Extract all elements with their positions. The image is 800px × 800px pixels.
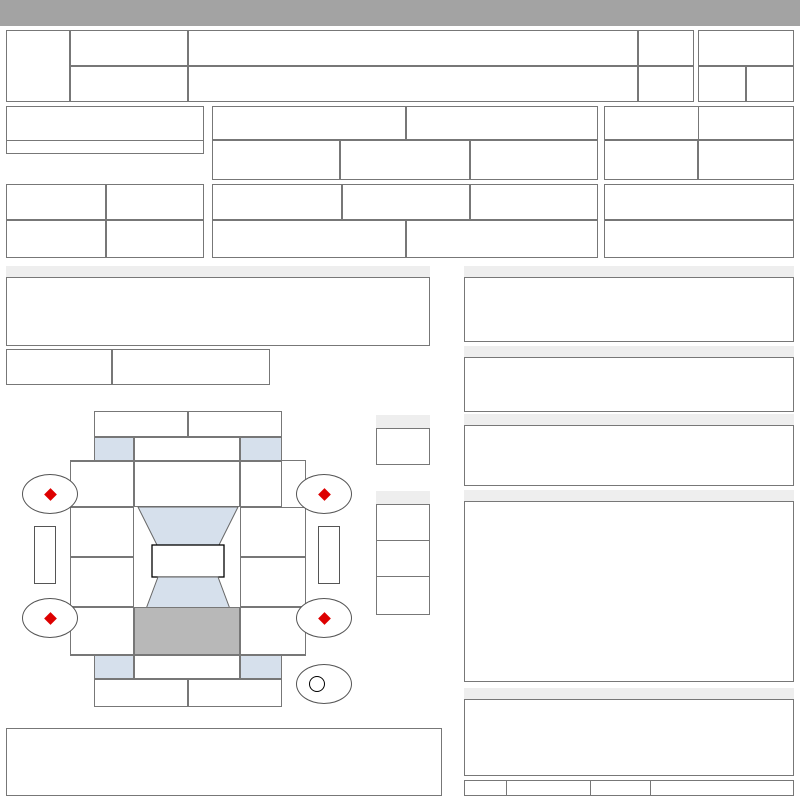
load-box — [106, 220, 204, 258]
wheel-front-right — [296, 474, 352, 514]
service-box — [698, 140, 794, 180]
name-box — [188, 30, 638, 66]
color-code-box — [106, 184, 204, 220]
manual-box — [604, 140, 698, 180]
zone-headlight-right — [240, 437, 282, 461]
zone-front-left — [94, 411, 188, 437]
warranty-divider — [698, 106, 699, 140]
tow-hook-circle — [309, 676, 325, 692]
zone-bonnet-front — [134, 437, 240, 461]
wheel-rear-left-mark — [44, 612, 57, 625]
liability-box — [342, 184, 470, 220]
lot-box — [6, 30, 70, 102]
check-row — [464, 780, 794, 796]
wheel-rear-right-mark — [318, 612, 331, 625]
check-divider-2 — [590, 780, 591, 796]
zone-left-fender — [70, 461, 134, 507]
inspection-notes-panel — [464, 490, 794, 682]
wheel-rear-left — [22, 598, 78, 638]
grade-box — [188, 66, 638, 102]
interior-box — [746, 66, 794, 102]
cold-box — [112, 349, 270, 385]
header-bar — [0, 0, 800, 26]
mileage-box — [6, 106, 204, 154]
score-box — [698, 30, 794, 66]
zone-cargo-floor — [134, 607, 240, 655]
zone-rear-bumper-right — [188, 679, 282, 707]
exterior-box — [698, 66, 746, 102]
zone-headlight-left — [94, 437, 134, 461]
zone-taillight-right — [240, 655, 282, 679]
zone-left-rear-door — [70, 557, 134, 607]
cabin-divider-2 — [376, 576, 430, 577]
mirror-left — [34, 526, 56, 584]
zone-taillight-left — [94, 655, 134, 679]
mirror-right — [318, 526, 340, 584]
check-divider-1 — [506, 780, 507, 796]
roof — [152, 545, 224, 577]
inspection-notes-title — [464, 490, 794, 502]
zone-front-right — [188, 411, 282, 437]
warranty-box — [604, 106, 794, 140]
zone-left-front-door — [70, 507, 134, 557]
spec-box — [406, 106, 598, 140]
zone-bonnet — [134, 461, 240, 507]
zone-back-door — [134, 655, 240, 679]
capacity-box — [6, 220, 106, 258]
cabin-title — [376, 491, 430, 505]
doors-box — [638, 30, 694, 66]
chassis-box — [406, 220, 598, 258]
color-box — [6, 184, 106, 220]
cabin-divider-1 — [376, 540, 430, 541]
wheel-rear-right — [296, 598, 352, 638]
mission-box — [470, 140, 598, 180]
zone-left-quarter — [70, 607, 134, 655]
recycle-box — [604, 184, 794, 220]
windshield — [138, 507, 238, 547]
change-info-panel — [464, 688, 794, 776]
plate-box — [212, 220, 406, 258]
rear-glass — [146, 577, 230, 609]
repair-detail-title — [464, 414, 794, 426]
repair-title — [376, 415, 430, 429]
welfare-box — [604, 220, 794, 258]
wheel-front-left-mark — [44, 488, 57, 501]
equipment-title — [6, 266, 430, 278]
approval-box — [470, 184, 598, 220]
windshield-glass — [134, 505, 242, 617]
crane-box — [6, 349, 112, 385]
change-info-title — [464, 688, 794, 700]
zone-right-rear-door — [240, 557, 306, 607]
cabin-box — [376, 491, 430, 615]
displacement-box — [212, 140, 340, 180]
history-box — [70, 66, 188, 102]
first-reg-box — [70, 30, 188, 66]
special-title — [464, 346, 794, 358]
wheel-front-left — [22, 474, 78, 514]
fuel-box — [340, 140, 470, 180]
inspection-box — [212, 184, 342, 220]
drive-box — [638, 66, 694, 102]
check-divider-3 — [650, 780, 651, 796]
mileage-divider — [6, 140, 204, 141]
zone-right-fender — [240, 461, 282, 507]
equipment-panel — [6, 266, 430, 346]
wheel-front-right-mark — [318, 488, 331, 501]
zone-right-front-door — [240, 507, 306, 557]
model-box — [212, 106, 406, 140]
legend-panel — [6, 728, 442, 796]
zone-rear-bumper-left — [94, 679, 188, 707]
appeal-title — [464, 266, 794, 278]
